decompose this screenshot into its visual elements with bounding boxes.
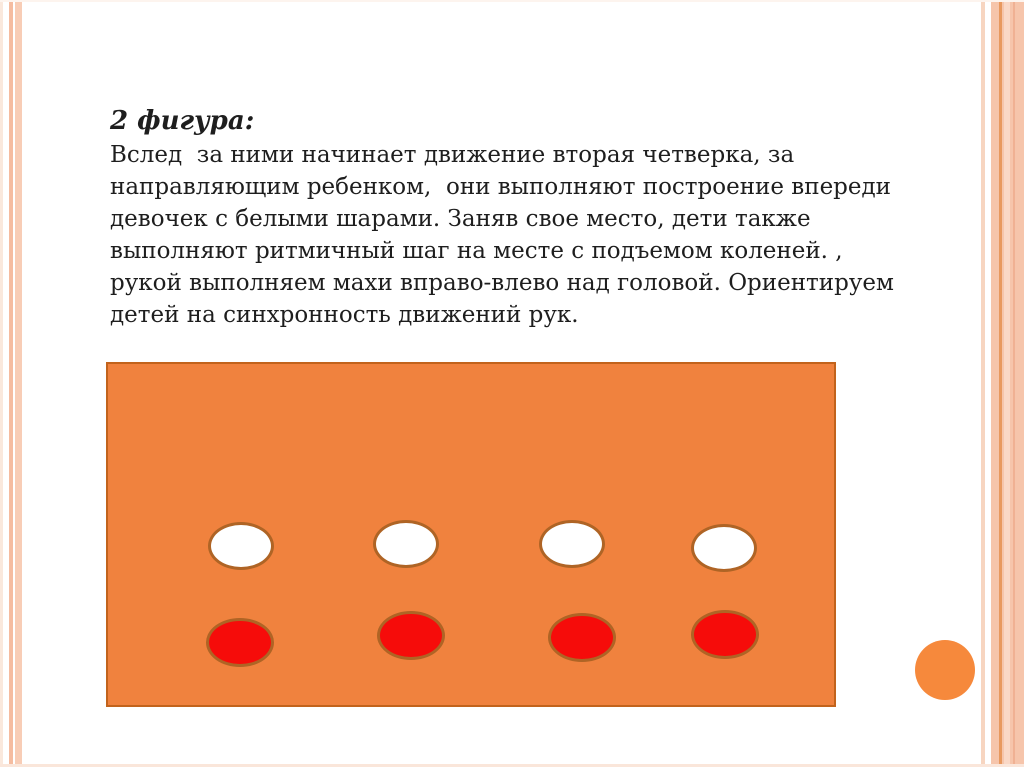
body-line: рукой выполняем махи вправо-влево над головой. Ориентируем xyxy=(110,270,894,296)
body-line: детей на синхронность движений рук. xyxy=(110,302,579,328)
red-ball-oval-1 xyxy=(206,618,274,667)
red-ball-oval-4 xyxy=(691,610,759,659)
right-edge-stripe-band-faint xyxy=(1013,0,1015,767)
slide-title: 2 фигура: xyxy=(110,106,255,136)
body-line: девочек с белыми шарами. Заняв свое место, дети также xyxy=(110,206,811,232)
right-edge-stripe-line xyxy=(999,0,1002,767)
white-ball-oval-2 xyxy=(373,520,439,568)
right-edge-stripe-band-light xyxy=(1004,0,1010,767)
red-ball-oval-2 xyxy=(377,611,445,660)
formation-rectangle xyxy=(106,362,836,707)
left-edge-stripe-wide xyxy=(15,0,22,767)
white-ball-oval-4 xyxy=(691,524,757,572)
body-line: выполняют ритмичный шаг на месте с подъемом коленей. , xyxy=(110,238,843,264)
accent-circle xyxy=(915,640,975,700)
slide-text-block xyxy=(110,104,910,331)
top-edge-line xyxy=(0,0,1024,2)
right-edge-stripe-thin xyxy=(981,0,985,767)
red-ball-oval-3 xyxy=(548,613,616,662)
body-line: направляющим ребенком, они выполняют построение впереди xyxy=(110,174,892,200)
white-ball-oval-1 xyxy=(208,522,274,570)
left-edge-stripe-outer xyxy=(0,0,3,767)
white-ball-oval-3 xyxy=(539,520,605,568)
left-edge-stripe-inner xyxy=(9,0,13,767)
body-line: Вслед за ними начинает движение вторая четверка, за xyxy=(110,142,795,168)
